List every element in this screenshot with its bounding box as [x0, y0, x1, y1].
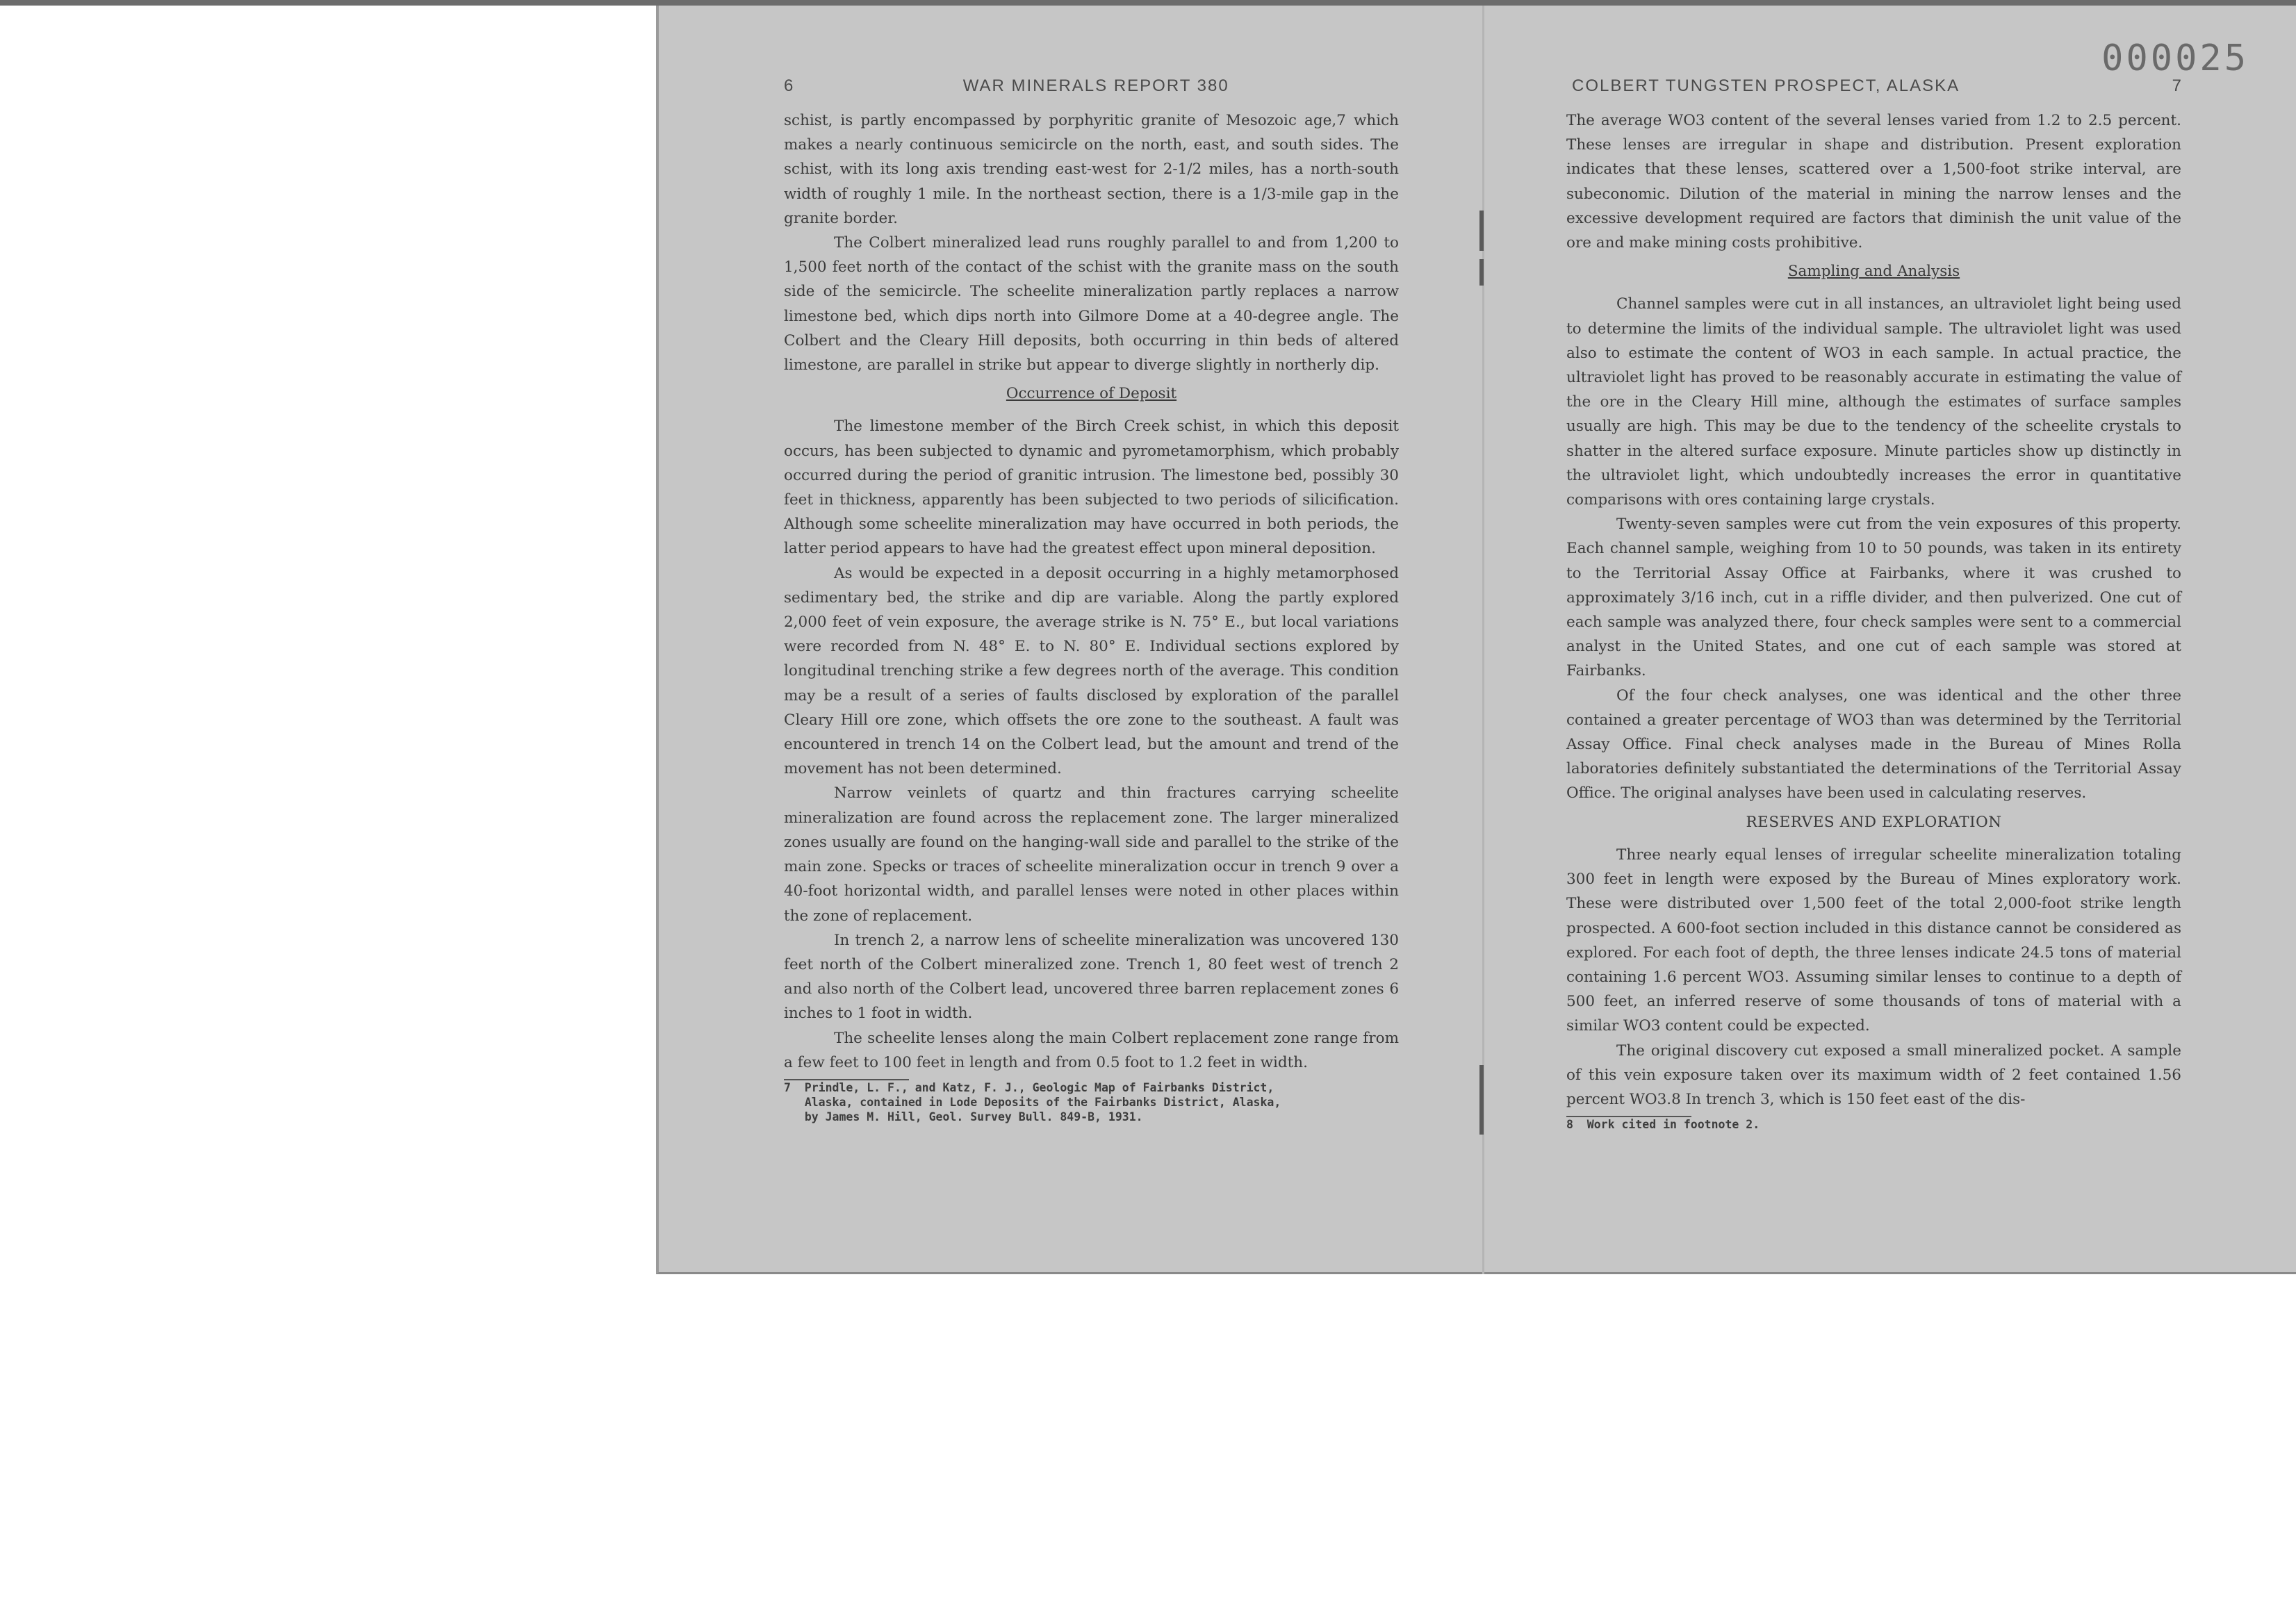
scanner-top-edge	[0, 0, 2296, 6]
footnote: 7 Prindle, L. F., and Katz, F. J., Geologic Map of Fairbanks District, Alaska, contained in Lode Deposits of the Fairbanks District, Alaska, by James M. Hill, Geol. Survey Bull. 849-B, 1931.	[784, 1080, 1281, 1123]
paragraph: The Colbert mineralized lead runs roughly parallel to and from 1,200 to 1,500 feet north of the contact of the schist with the granite mass on the south side of the semicircle. The scheelite mineralization partly replaces a narrow limestone bed, which dips north into Gilmore Dome at a 40-degree angle. The Colbert and the Cleary Hill deposits, both occurring in thin beds of altered limestone, are parallel in strike but appear to diverge slightly in northerly dip.	[784, 234, 1399, 374]
paragraph: Of the four check analyses, one was identical and the other three contained a greater percentage of WO3 than was determined by the Territorial Assay Office. Final check analyses made in the Bureau of Mines Rolla laboratories definitely substantiated the determinations of the Territorial Assay Office. The original analyses have been used in calculating reserves.	[1566, 686, 2181, 802]
paragraph: Three nearly equal lenses of irregular scheelite mineralization totaling 300 feet in length were exposed by the Bureau of Mines exploratory work. These were distributed over 1,500 feet of the total 2,000-foot strike length prospected. A 600-foot section included in this distance cannot be considered as explored. For each foot of depth, the three lenses indicate 24.5 tons of material containing 1.6 percent WO3. Assuming similar lenses to continue to a depth of 500 feet, an inferred reserve of some thousands of tons of material with a similar WO3 content could be expected.	[1566, 846, 2181, 1035]
paragraph: As would be expected in a deposit occurring in a highly metamorphosed sedimentary bed, the strike and dip are variable. Along the partly explored 2,000 feet of vein exposure, the average strike is N. 75° E., but local variations were recorded from N. 48° E. to N. 80° E. Individual sections explored by longitudinal trenching strike a few degrees north of the average. This condition may be a result of a series of faults disclosed by exploration of the parallel Cleary Hill ore zone, which offsets the ore zone to the southeast. A fault was encountered in trench 14 on the Colbert lead, but the amount and trend of the movement has not been determined.	[784, 564, 1399, 778]
right-page	[1566, 76, 2181, 1132]
binding-staple	[1479, 259, 1484, 286]
page-number: 6	[784, 76, 794, 95]
paragraph: The original discovery cut exposed a small mineralized pocket. A sample of this vein exposure taken over its maximum width of 2 feet contained 1.56 percent WO3.8 In trench 3, which is 150 feet east of the dis-	[1566, 1041, 2181, 1108]
page-header	[1566, 76, 2181, 96]
binding-staple	[1479, 1065, 1484, 1135]
section-heading: Sampling and Analysis	[1787, 263, 1960, 281]
paragraph: Channel samples were cut in all instances, an ultraviolet light being used to determine the limits of the individual sample. The ultraviolet light was used also to estimate the content of WO3 in each sample. In actual practice, the ultraviolet light has proved to be reasonably accurate in estimating the value of the ore in the Cleary Hill mine, although the estimates of surface samples usually are high. This may be due to the tendency of the scheelite crystals to shatter in the altered surface exposure. Minute particles show up distinctly in the ultraviolet light, which undoubtedly increases the error in quantitative comparisons with ores containing large crystals.	[1566, 295, 2181, 509]
left-page	[784, 76, 1399, 1124]
section-heading: RESERVES AND EXPLORATION	[1746, 813, 2002, 831]
paragraph: schist, is partly encompassed by porphyritic granite of Mesozoic age,7 which makes a nearly continuous semicircle on the north, east, and south sides. The schist, with its long axis trending east-west for 2-1/2 miles, has a north-south width of roughly 1 mile. In the northeast section, there is a 1/3-mile gap in the granite border.	[784, 112, 1399, 227]
paragraph: In trench 2, a narrow lens of scheelite mineralization was uncovered 130 feet north of the Colbert mineralized zone. Trench 1, 80 feet west of trench 2 and also north of the Colbert lead, uncovered three barren replacement zones 6 inches to 1 foot in width.	[784, 931, 1399, 1023]
binding-staple	[1479, 211, 1484, 251]
paragraph: Twenty-seven samples were cut from the vein exposures of this property. Each channel sample, weighing from 10 to 50 pounds, was taken in its entirety to the Territorial Assay Office at Fairbanks, where it was crushed to approximately 3/16 inch, cut in a riffle divider, and then pulverized. One cut of each sample was analyzed there, four check samples were sent to a commercial analyst in the United States, and one cut of each sample was stored at Fairbanks.	[1566, 516, 2181, 680]
paragraph: The limestone member of the Birch Creek schist, in which this deposit occurs, has been subjected to dynamic and pyrometamorphism, which probably occurred during the period of granitic intrusion. The limestone bed, possibly 30 feet in thickness, apparently has been subjected to two periods of silicification. Although some scheelite mineralization may have occurred in both periods, the latter period appears to have had the greatest effect upon mineral deposition.	[784, 418, 1399, 558]
paragraph: The average WO3 content of the several lenses varied from 1.2 to 2.5 percent. These lenses are irregular in shape and distribution. Present exploration indicates that these lenses, scattered over a 1,500-foot strike interval, are subeconomic. Dilution of the material in mining the narrow lenses and the excessive development required are factors that diminish the unit value of the ore and make mining costs prohibitive.	[1566, 112, 2181, 252]
running-title: WAR MINERALS REPORT 380	[962, 76, 1229, 95]
paragraph: The scheelite lenses along the main Colbert replacement zone range from a few feet to 100 feet in length and from 0.5 foot to 1.2 feet in width.	[784, 1029, 1399, 1071]
section-heading: Occurrence of Deposit	[1006, 385, 1177, 403]
scanned-document-spread	[656, 6, 2296, 1274]
paragraph: Narrow veinlets of quartz and thin fractures carrying scheelite mineralization are found across the replacement zone. The larger mineralized zones usually are found on the hanging-wall side and parallel to the strike of the main zone. Specks or traces of scheelite mineralization occur in trench 9 over a 40-foot horizontal width, and parallel lenses were noted in other places within the zone of replacement.	[784, 784, 1399, 925]
page-number: 7	[2172, 76, 2181, 95]
footnote: 8 Work cited in footnote 2.	[1566, 1118, 1760, 1132]
serial-number: 000025	[2101, 38, 2249, 79]
running-title: COLBERT TUNGSTEN PROSPECT, ALASKA	[1572, 76, 1960, 95]
page-header	[784, 76, 1399, 96]
